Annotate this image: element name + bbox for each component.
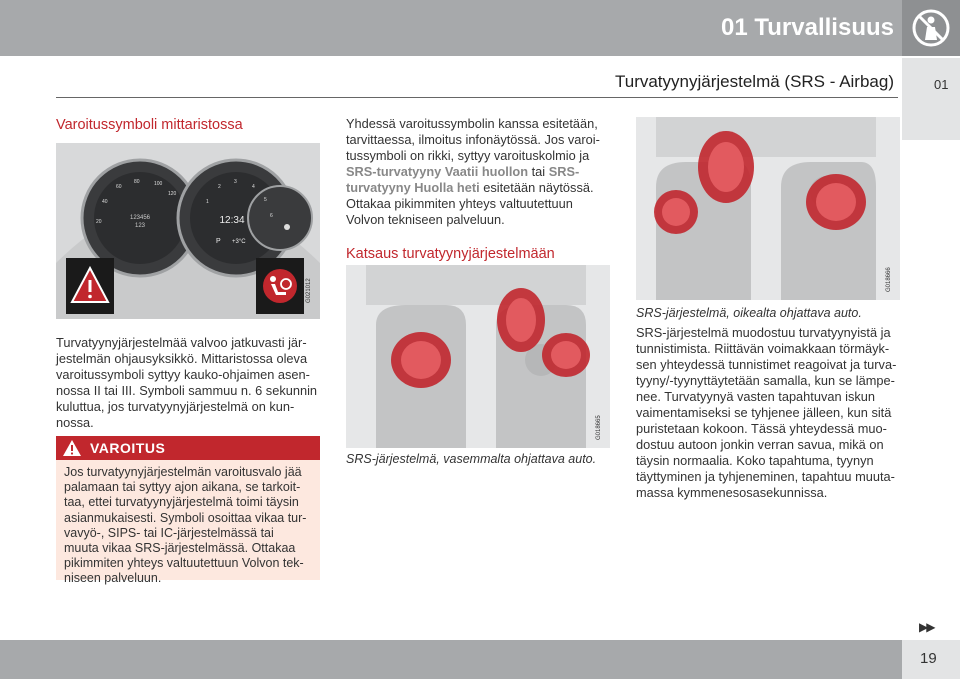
srs-rhd-graphic [636,117,900,300]
gear-readout: P [216,238,221,245]
warning-line: asianmukaisesti. Symboli osoittaa vikaa tur- [64,510,307,525]
warning-line: vavyö-, SIPS- tai IC-järjestelmässä tai [64,525,274,540]
connector-text: tai [528,164,549,179]
image-code: G018665 [596,415,602,440]
left-body-line: kuluttua, jos turvatyynyjärjestelmä on kun- [56,399,295,414]
right-body-line: nee. Turvatyynyä vasten tapahtuvan iskun [636,389,876,404]
middle-intro-text [346,116,626,228]
airbag-warning-icon [256,258,304,314]
left-body-line: Turvatyynyjärjestelmää valvoo jatkuvasti jär- [56,335,307,350]
warning-line: taa, ettei turvatyynyjärjestelmä toimi täysin [64,495,299,510]
middle-intro-line [346,180,626,196]
svg-text:2: 2 [218,184,221,190]
svg-text:20: 20 [96,219,102,225]
middle-intro-line [346,164,626,180]
section-rule [56,97,898,98]
driver-airbag-icon [391,332,451,388]
passenger-airbag-icon [698,131,754,203]
srs-lhd-graphic [346,265,610,448]
lhd-caption: SRS-järjestelmä, vasemmalta ohjattava auto. [346,452,597,466]
rhd-caption: SRS-järjestelmä, oikealta ohjattava auto. [636,306,862,320]
svg-text:120: 120 [168,191,177,197]
footer-bar [0,640,902,679]
seatbelt-prohibited-icon [902,0,960,56]
right-body-line: dostuu autoon jonkin verran savua, mikä on [636,437,884,452]
right-body-line: tyyny/-tyynyttäytetään samalla, kun se lämpe- [636,373,895,388]
left-body-line: nossa II tai III. Symboli sammuu n. 6 sekunnin [56,383,318,398]
connector-text: esitetään näytössä. [479,180,594,195]
warning-line: palamaan tai syttyy ajon aikana, se tarkoit- [64,480,301,495]
svg-text:3: 3 [234,179,237,185]
right-body-line: vaimentamiseksi se tyhjenee jälleen, kun sitä [636,405,892,420]
trip-readout: 123 [134,223,146,229]
image-code: G018666 [886,267,892,292]
warning-title: VAROITUS [90,440,166,456]
right-body-line: massa kymmenesosasekunnissa. [636,485,828,500]
middle-intro-line: Volvon tekniseen palveluun. [346,212,505,227]
odometer-readout: 123456 [129,215,151,221]
left-heading: Varoitussymboli mittaristossa [56,117,243,133]
svg-text:6: 6 [270,213,273,219]
right-body-line: sen yhteydessä tunnistimet reagoivat ja turva- [636,357,897,372]
svg-text:40: 40 [102,199,108,205]
left-body-line: varoitussymboli syttyy kauko-ohjaimen asen- [56,367,310,382]
svg-text:1: 1 [206,199,209,205]
warning-text [64,465,318,587]
warning-triangle-icon [66,258,114,314]
warning-line: Jos turvatyynyjärjestelmän varoitusvalo jää [64,465,302,479]
srs-lhd-illustration [346,265,610,448]
chapter-tab-number: 01 [934,77,949,92]
warning-triangle-icon [60,436,84,460]
clock-readout: 12:34 [219,215,245,226]
continue-arrows: ▶▶ [919,620,934,634]
middle-intro-line: tussymboli on rikki, syttyy varoituskolmio ja [346,148,590,163]
temp-readout: +3°C [232,239,246,245]
driver-airbag-icon [806,174,866,230]
middle-intro-line: tarvittaessa, ilmoitus infonäytössä. Jos varoi- [346,132,600,147]
left-body-line: jestelmän ohjausyksikkö. Mittaristossa oleva [56,351,308,366]
image-code: G021012 [306,278,312,303]
right-body-line: täyttyminen ja tyhjeneminen, tapahtuu muuta- [636,469,895,484]
left-body-line: nossa. [56,415,94,430]
passenger-airbag-lower-icon [654,190,698,234]
srs-rhd-illustration [636,117,900,300]
section-title: Turvatyynyjärjestelmä (SRS - Airbag) [614,72,894,91]
chapter-title: 01 Turvallisuus [721,14,894,41]
page-number: 19 [920,650,937,667]
left-body-text [56,335,320,431]
right-body-line: puristetaan kokoon. Tässä yhteydessä muo- [636,421,887,436]
svg-text:5: 5 [264,197,267,203]
display-message: turvatyyny Huolla heti [346,180,480,195]
chapter-tab [902,58,960,140]
dashboard-illustration [56,143,320,319]
svg-text:80: 80 [134,179,140,185]
right-body-line: täysin normaalia. Koko tapahtuma, tyynyn [636,453,874,468]
passenger-airbag-icon [497,288,545,352]
overview-heading: Katsaus turvatyynyjärjestelmään [346,246,555,262]
warning-line: niseen palveluun. [64,571,162,586]
svg-text:100: 100 [154,181,163,187]
svg-text:4: 4 [252,184,255,190]
display-message: SRS-turvatyyny Vaatii huollon [346,164,529,179]
right-body-line: tunnistimista. Riittävän voimakkaan törmäyk- [636,341,890,356]
display-message: SRS- [548,164,580,179]
chapter-icon-box [902,0,960,56]
warning-line: pikimmiten yhteys valtuutettuun Volvon tek- [64,556,304,571]
warning-triangle-callout [66,258,114,314]
right-body-line: SRS-järjestelmä muodostuu turvatyynyistä ja [636,325,891,340]
svg-text:60: 60 [116,184,122,190]
passenger-airbag-lower-icon [542,333,590,377]
airbag-symbol-callout [256,258,304,314]
middle-intro-line: Yhdessä varoitussymbolin kanssa esitetään, [346,116,598,131]
middle-intro-line: Ottakaa pikimmiten yhteys valtuutettuun [346,196,573,211]
right-body-text [636,325,906,501]
warning-line: muuta vikaa SRS-järjestelmässä. Ottakaa [64,541,296,556]
